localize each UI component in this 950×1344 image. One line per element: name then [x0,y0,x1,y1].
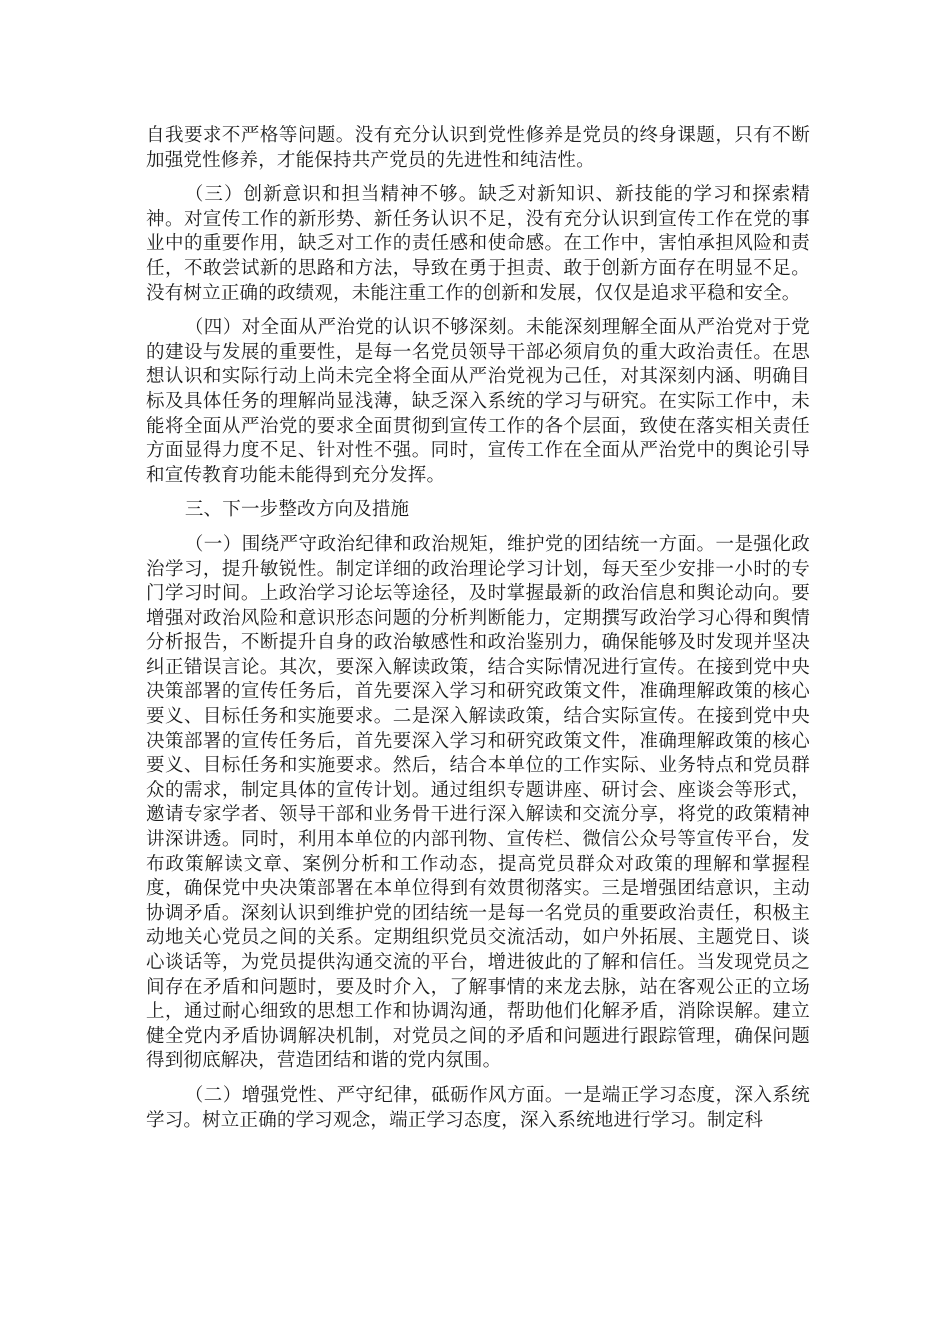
paragraph-continuation: 自我要求不严格等问题。没有充分认识到党性修养是党员的终身课题，只有不断加强党性修养，才能保持共产党员的先进性和纯洁性。 [146,125,810,171]
paragraph-party-spirit-measures: （二）增强党性、严守纪律，砥砺作风方面。一是端正学习态度，深入系统学习。树立正确的学习观念，端正学习态度，深入系统地进行学习。制定科 [146,1084,810,1131]
paragraph-political-discipline-measures: （一）围绕严守政治纪律和政治规矩，维护党的团结统一方面。一是强化政治学习，提升敏锐性。制定详细的政治理论学习计划，每天至少安排一小时的专门学习时间。上政治学习论坛等途径，及时掌握最新的政治信息和舆论动向。要增强对政治风险和意识形态问题的分析判断能力，定期撰写政治学习心得和舆情分析报告，不断提升自身的政治敏感性和政治鉴别力，确保能够及时发现并坚决纠正错误言论。其次，要深入解读政策，结合实际情况进行宣传。在接到党中央决策部署的宣传任务后，首先要深入学习和研究政策文件，准确理解政策的核心要义、目标任务和实施要求。二是深入解读政策，结合实际宣传。在接到党中央决策部署的宣传任务后，首先要深入学习和研究政策文件，准确理解政策的核心要义、目标任务和实施要求。然后，结合本单位的工作实际、业务特点和党员群众的需求，制定具体的宣传计划。通过组织专题讲座、研讨会、座谈会等形式，邀请专家学者、领导干部和业务骨干进行深入解读和交流分享，将党的政策精神讲深讲透。同时，利用本单位的内部刊物、宣传栏、微信公众号等宣传平台，发布政策解读文章、案例分析和工作动态，提高党员群众对政策的理解和掌握程度，确保党中央决策部署在本单位得到有效贯彻落实。三是增强团结意识，主动协调矛盾。深刻认识到维护党的团结统一是每一名党员的重要政治责任，积极主动地关心党员之间的关系。定期组织党员交流活动，如户外拓展、主题党日、谈心谈话等，为党员提供沟通交流的平台，增进彼此的了解和信任。当发现党员之间存在矛盾和问题时，要及时介入，了解事情的来龙去脉，站在客观公正的立场上，通过耐心细致的思想工作和协调沟通，帮助他们化解矛盾，消除误解。建立健全党内矛盾协调解决机制，对党员之间的矛盾和问题进行跟踪管理，确保问题得到彻底解决，营造团结和谐的党内氛围。 [146,533,810,1072]
section-heading-next-steps: 三、下一步整改方向及措施 [184,499,410,521]
document-body [146,124,810,1143]
paragraph-innovation-deficit: （三）创新意识和担当精神不够。缺乏对新知识、新技能的学习和探索精神。对宣传工作的新形势、新任务认识不足，没有充分认识到宣传工作在党的事业中的重要作用，缺乏对工作的责任感和使命感。在工作中，害怕承担风险和责任，不敢尝试新的思路和方法，导致在勇于担责、敢于创新方面存在明显不足。没有树立正确的政绩观，未能注重工作的创新和发展，仅仅是追求平稳和安全。 [146,184,810,304]
paragraph-party-discipline-understanding: （四）对全面从严治党的认识不够深刻。未能深刻理解全面从严治党对于党的建设与发展的重要性，是每一名党员领导干部必须肩负的重大政治责任。在思想认识和实际行动上尚未完全将全面从严治党视为己任，对其深刻内涵、明确目标及具体任务的理解尚显浅薄，缺乏深入系统的学习与研究。在实际工作中，未能将全面从严治党的要求全面贯彻到宣传工作的各个层面，致使在落实相关责任方面显得力度不足、针对性不强。同时，宣传工作在全面从严治党中的舆论引导和宣传教育功能未能得到充分发挥。 [146,317,810,486]
